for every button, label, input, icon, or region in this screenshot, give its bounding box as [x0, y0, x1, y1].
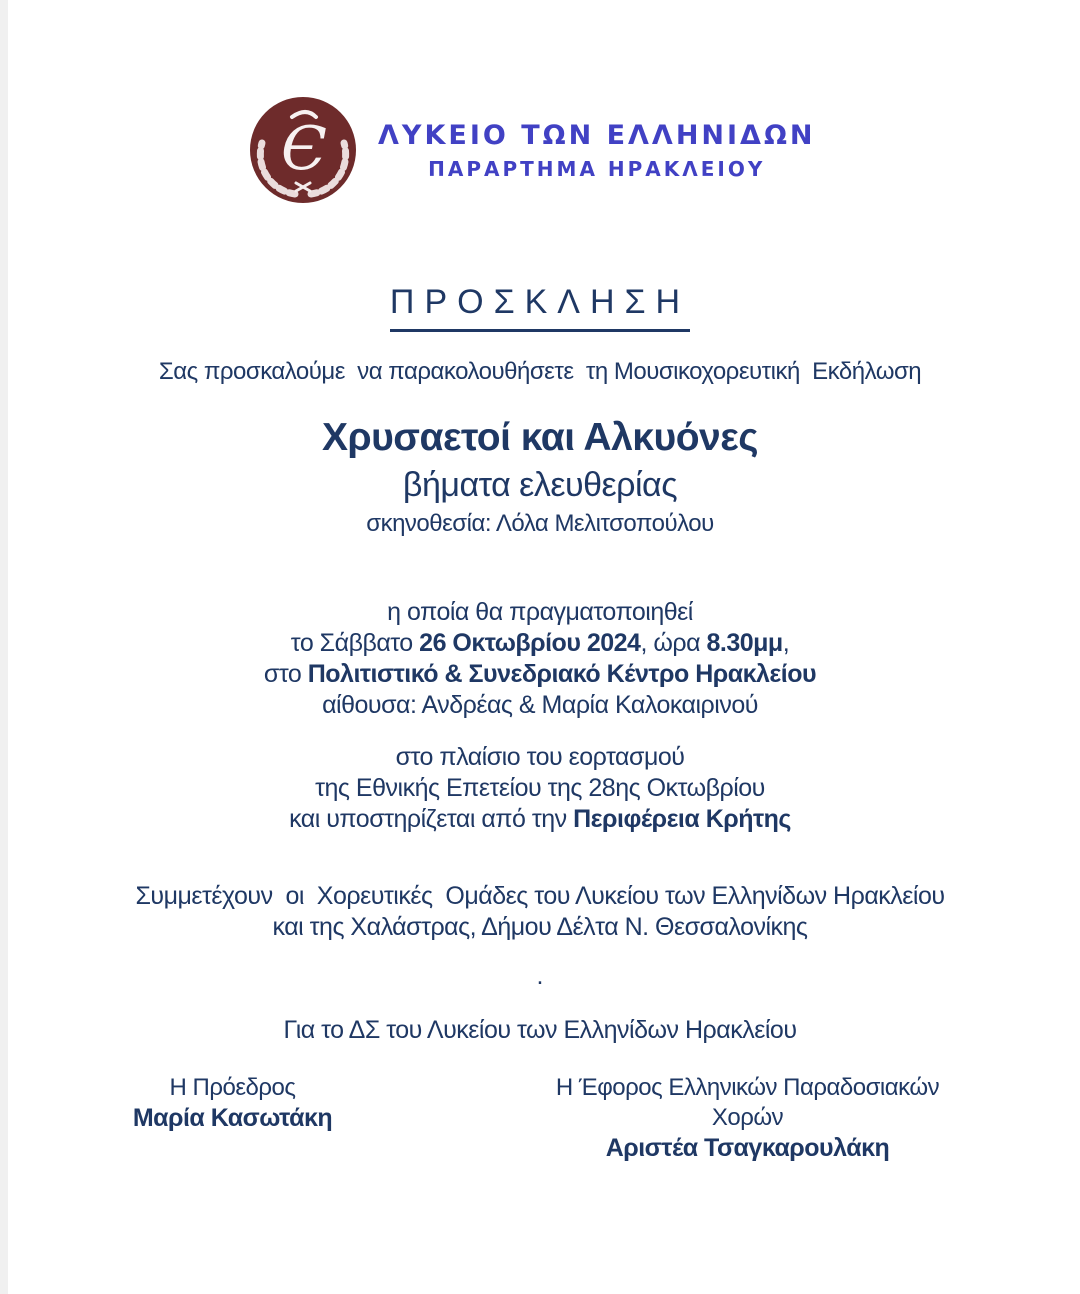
details-line-2: [0, 628, 1080, 659]
details-time-prefix: , ώρα: [640, 629, 707, 657]
details-line-3: [0, 659, 1080, 690]
celebration-text-1: στο πλαίσιο του εορτασμού: [395, 743, 685, 771]
invitation-heading: ΠΡΟΣΚΛΗΣΗ: [390, 283, 690, 332]
details-line2-comma: ,: [782, 629, 790, 657]
details-line-4: [0, 690, 1080, 721]
org-branch: ΠΑΡΑΡΤΗΜΑ ΗΡΑΚΛΕΙΟΥ: [428, 156, 766, 181]
signature-president-role: Η Πρόεδρος: [169, 1074, 296, 1101]
org-text: [378, 120, 816, 181]
event-time: 8.30μμ: [706, 629, 783, 657]
org-name: ΛΥΚΕΙΟ ΤΩΝ ΕΛΛΗΝΙΔΩΝ: [378, 119, 816, 151]
participants-text-2: και της Χαλάστρας, Δήμου Δέλτα Ν. Θεσσαλονίκης: [272, 913, 808, 941]
celebration-text-2: της Εθνικής Επετείου της 28ης Οκτωβρίου: [315, 774, 765, 802]
celebration-line-3: [0, 804, 1080, 835]
lyceum-emblem-icon: [248, 95, 358, 205]
signature-curator-name: Αριστέα Τσαγκαρουλάκη: [605, 1134, 890, 1162]
intro-line: Σας προσκαλούμε να παρακολουθήσετε τη Μουσικοχορευτική Εκδήλωση: [158, 358, 922, 385]
signatures: [0, 1073, 1080, 1162]
sponsor-name: Περιφέρεια Κρήτης: [573, 805, 791, 833]
details-line-1: [0, 597, 1080, 628]
participants-line-2: [0, 912, 1080, 943]
event-date: 26 Οκτωβρίου 2024: [419, 629, 641, 657]
participants-text-1: Συμμετέχουν οι Χορευτικές Ομάδες του Λυκείου των Ελληνίδων Ηρακλείου: [135, 882, 945, 910]
event-hall: αίθουσα: Ανδρέας & Μαρία Καλοκαιρινού: [322, 691, 758, 719]
signature-curator: [525, 1073, 970, 1163]
details-intro: η οποία θα πραγματοποιηθεί: [387, 598, 693, 626]
signature-curator-role: Η Έφορος Ελληνικών Παραδοσιακών Χορών: [555, 1074, 946, 1131]
participants: [0, 881, 1080, 943]
celebration-line-2: [0, 773, 1080, 804]
event-venue: Πολιτιστικό & Συνεδριακό Κέντρο Ηρακλείου: [307, 660, 817, 688]
celebration-context: [0, 742, 1080, 835]
event-direction: σκηνοθεσία: Λόλα Μελιτσοπούλου: [366, 510, 714, 537]
event-title: Χρυσαετοί και Αλκυόνες: [321, 416, 759, 459]
celebration-line-1: [0, 742, 1080, 773]
signature-president: [100, 1073, 365, 1133]
details-venue-prefix: στο: [263, 660, 308, 688]
org-header: [248, 95, 816, 205]
committee-line: Για το ΔΣ του Λυκείου των Ελληνίδων Ηρακλείου: [283, 1016, 797, 1044]
event-subtitle: βήματα ελευθερίας: [402, 466, 678, 504]
signature-president-name: Μαρία Κασωτάκη: [132, 1104, 333, 1132]
participants-line-1: [0, 881, 1080, 912]
details-date-prefix: το Σάββατο: [290, 629, 420, 657]
event-details: [0, 597, 1080, 721]
invitation-heading-row: [0, 283, 1080, 332]
svg-text:Є: Є: [281, 114, 327, 184]
sponsor-prefix: και υποστηρίζεται από την: [289, 805, 574, 833]
stray-dot: .: [536, 962, 544, 990]
